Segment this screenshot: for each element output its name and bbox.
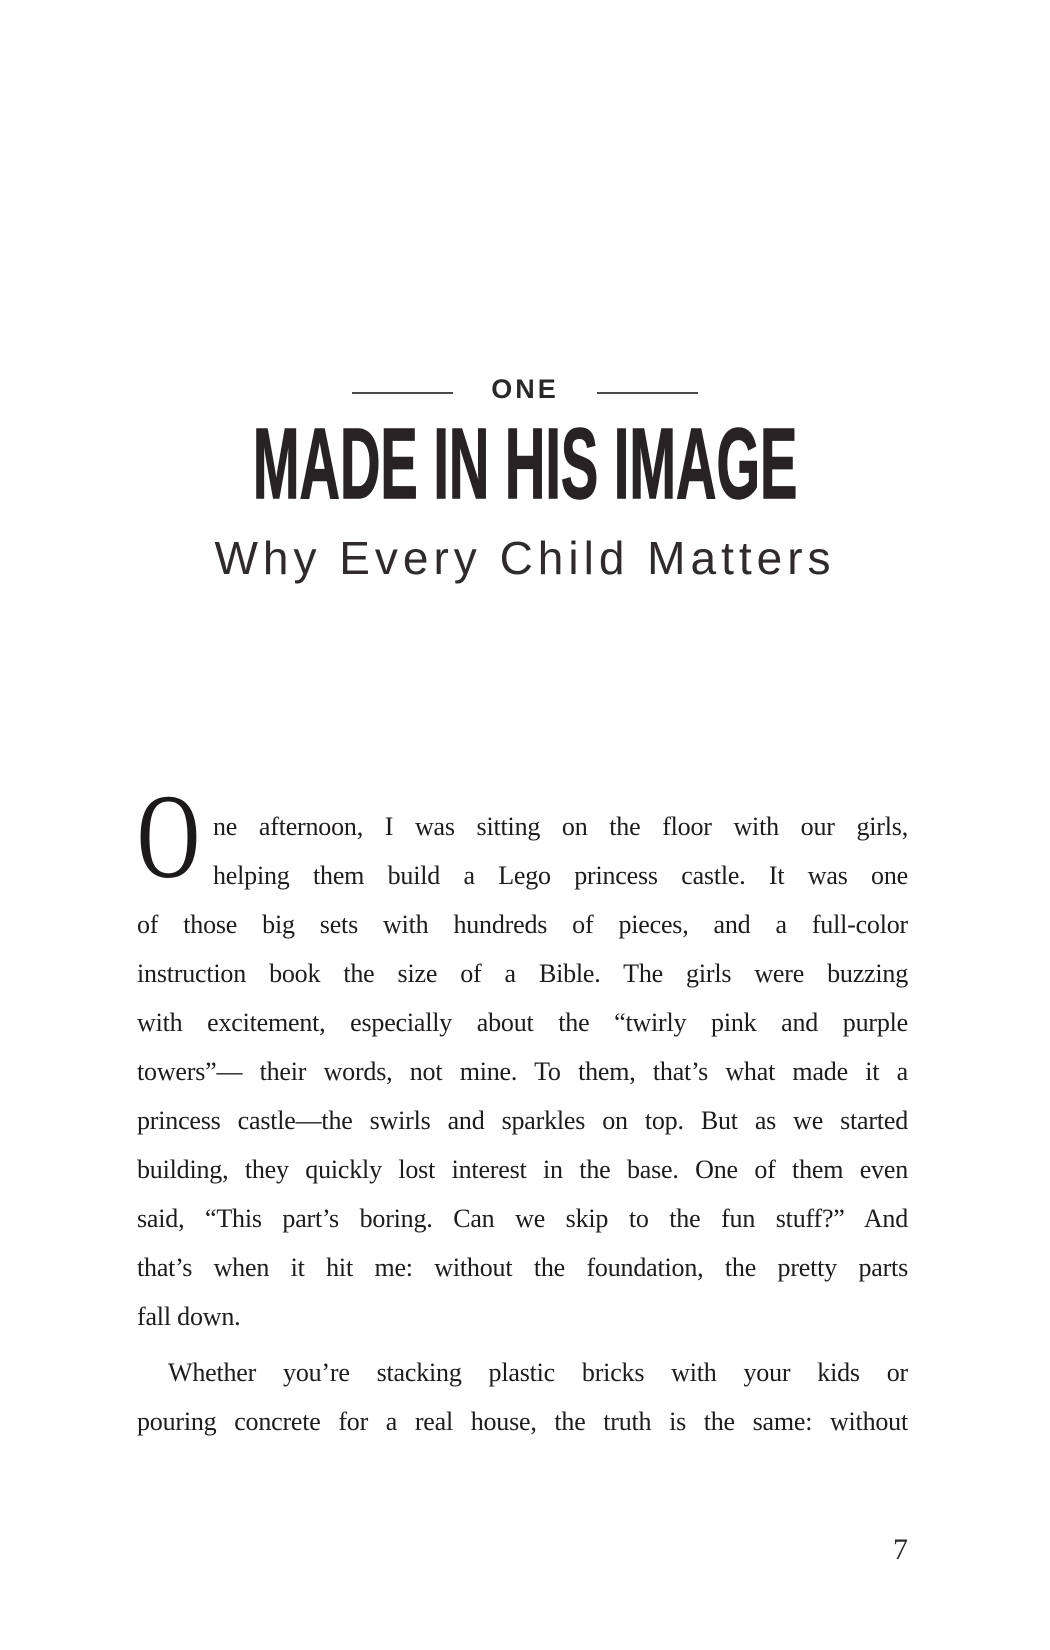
body-line: said, “This part’s boring. Can we skip to the fun stuff?” And <box>137 1204 908 1233</box>
body-line: building, they quickly lost interest in the base. One of them even <box>137 1155 908 1184</box>
chapter-number-row <box>0 374 1050 404</box>
chapter-title-wrap <box>0 408 1050 520</box>
ornament-line-right <box>597 392 698 394</box>
paragraph-1 <box>137 802 908 1341</box>
body-line: ne afternoon, I was sitting on the floor with our girls, <box>213 812 908 841</box>
body-line: that’s when it hit me: without the foundation, the pretty parts <box>137 1253 908 1282</box>
body-line: fall down. <box>137 1302 241 1331</box>
body-line: pouring concrete for a real house, the truth is the same: without <box>137 1407 908 1436</box>
body-line: helping them build a Lego princess castle. It was one <box>213 861 908 890</box>
body-line: of those big sets with hundreds of pieces, and a full-color <box>137 910 908 939</box>
body-line: with excitement, especially about the “twirly pink and purple <box>137 1008 908 1037</box>
body-text <box>137 770 908 1446</box>
page-number: 7 <box>893 1533 908 1566</box>
chapter-subtitle: Why Every Child Matters <box>214 532 836 584</box>
body-line: princess castle—the swirls and sparkles on top. But as we started <box>137 1106 908 1135</box>
ornament-line-left <box>352 392 453 394</box>
body-line: instruction book the size of a Bible. The girls were buzzing <box>137 959 908 988</box>
body-line: Whether you’re stacking plastic bricks with your kids or <box>168 1358 908 1387</box>
body-line: towers”— their words, not mine. To them, that’s what made it a <box>137 1057 908 1086</box>
drop-cap: O <box>137 770 200 904</box>
paragraph-2 <box>137 1348 908 1446</box>
chapter-title: MADE IN HIS IMAGE <box>252 408 798 520</box>
chapter-number: ONE <box>491 374 559 404</box>
